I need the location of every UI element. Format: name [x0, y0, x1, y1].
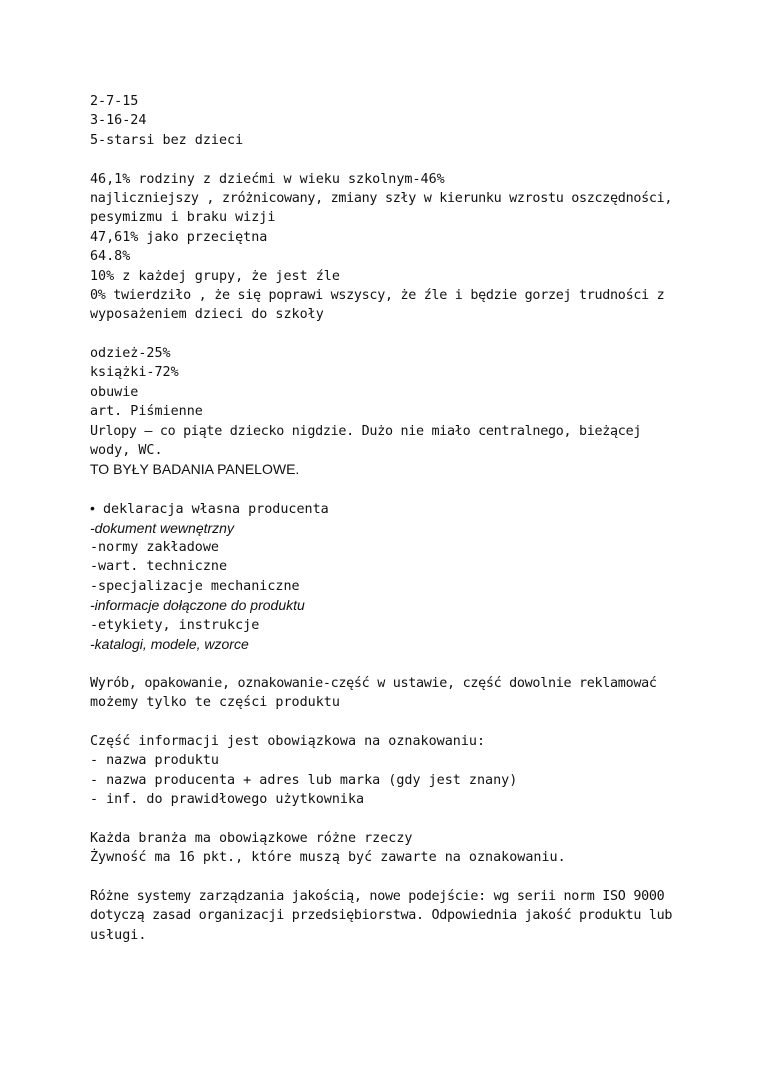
list-item: - nazwa producenta + adres lub marka (gdy jest znany) [90, 772, 518, 788]
text-line: Wyrób, opakowanie, oznakowanie-część w ustawie, część dowolnie reklamować [90, 675, 657, 691]
codes-block [90, 92, 690, 150]
text-line: książki-72% [90, 365, 179, 381]
list-heading: -dokument wewnętrzny [90, 519, 234, 536]
text-line: 0% twierdziło , że się poprawi wszyscy, że źle i będzie gorzej trudności z [90, 287, 665, 303]
bullet-icon: • [90, 500, 95, 517]
text-line: Część informacji jest obowiązkowa na oznakowaniu: [90, 733, 486, 749]
text-line: 5-starsi bez dzieci [90, 132, 244, 148]
text-line: art. Piśmienne [90, 404, 203, 420]
list-item: -specjalizacje mechaniczne [90, 578, 300, 594]
paragraph-gap [90, 868, 690, 887]
list-item: -etykiety, instrukcje [90, 617, 260, 633]
paragraph-gap [90, 480, 690, 499]
text-line: obuwie [90, 384, 139, 400]
bullet-text: deklaracja własna producenta [102, 502, 329, 518]
text-line: 10% z każdej grupy, że jest źle [90, 268, 340, 284]
list-item: -normy zakładowe [90, 539, 219, 555]
list-item: -wart. techniczne [90, 559, 228, 575]
text-line: 3-16-24 [90, 113, 147, 129]
industry-paragraph [90, 829, 690, 868]
bullet-item [90, 499, 690, 518]
text-line: 47,61% jako przeciętna [90, 229, 268, 245]
text-line: usługi. [90, 927, 147, 943]
quality-paragraph [90, 887, 690, 945]
text-line: wyposażeniem dzieci do szkoły [90, 307, 324, 323]
text-line: odzież-25% [90, 346, 171, 362]
text-line: Żywność ma 16 pkt., które muszą być zawarte na oznakowaniu. [90, 850, 566, 866]
text-line: dotyczą zasad organizacji przedsiębiorstwa. Odpowiednia jakość produktu lub [90, 908, 673, 924]
documents-list [90, 499, 690, 654]
text-line: 2-7-15 [90, 94, 139, 109]
panel-research-note: TO BYŁY BADANIA PANELOWE. [90, 461, 300, 478]
paragraph-gap [90, 150, 690, 169]
paragraph-gap [90, 654, 690, 673]
text-line: Każda branża ma obowiązkowe różne rzeczy [90, 830, 413, 846]
list-item: - nazwa produktu [90, 753, 219, 769]
list-heading: -katalogi, modele, wzorce [90, 635, 249, 652]
list-item: - inf. do prawidłowego użytkownika [90, 792, 365, 808]
text-line: 64.8% [90, 249, 131, 265]
text-line: Urlopy – co piąte dziecko nigdzie. Dużo nie miało centralnego, bieżącej [90, 423, 642, 439]
statistics-block [90, 170, 690, 325]
paragraph-gap [90, 325, 690, 344]
document-body [90, 92, 690, 945]
text-line: wody, WC. [90, 443, 163, 459]
text-line: możemy tylko te części produktu [90, 695, 340, 711]
paragraph-gap [90, 713, 690, 732]
text-line: pesymizmu i braku wizji [90, 210, 276, 226]
labeling-requirements [90, 732, 690, 810]
expenses-block [90, 344, 690, 480]
text-line: najliczniejszy , zróżnicowany, zmiany szły w kierunku wzrostu oszczędności, [90, 190, 673, 206]
paragraph-gap [90, 809, 690, 828]
text-line: 46,1% rodziny z dziećmi w wieku szkolnym-46% [90, 171, 445, 187]
text-line: Różne systemy zarządzania jakością, nowe podejście: wg serii norm ISO 9000 [90, 889, 665, 905]
list-heading: -informacje dołączone do produktu [90, 597, 305, 614]
product-paragraph [90, 674, 690, 713]
